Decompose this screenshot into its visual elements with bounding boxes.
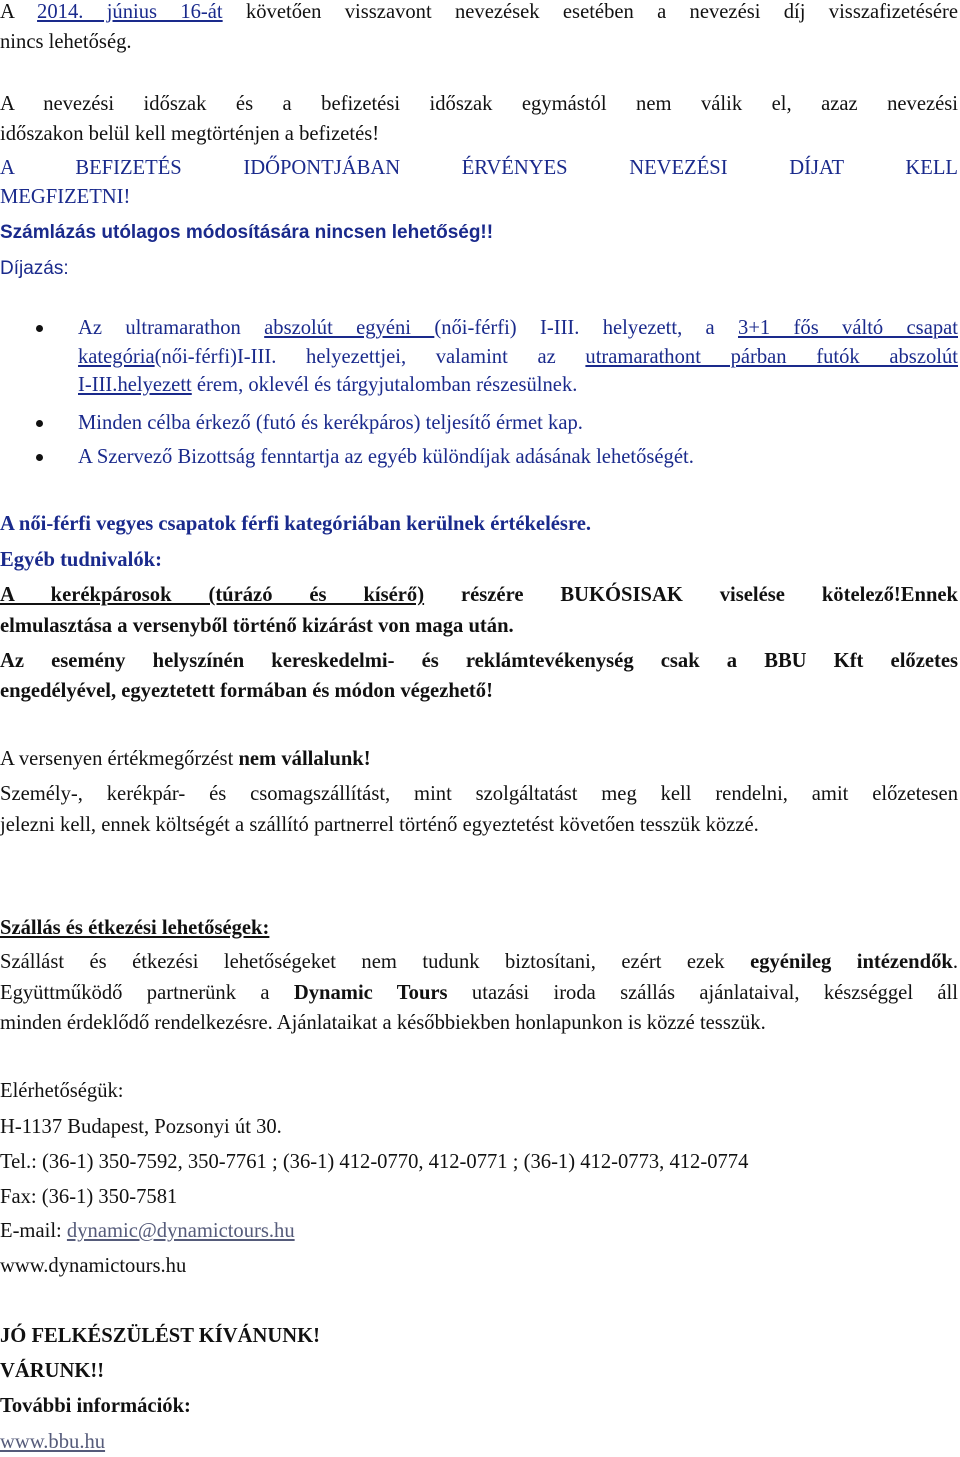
closing-wait: VÁRUNK!!	[0, 1360, 105, 1382]
accommodation-line-1	[0, 947, 958, 977]
text-fragment: követően visszavont nevezések esetében a nevezési díj visszafizetésére	[222, 1, 958, 23]
contact-email-line	[0, 1216, 295, 1246]
fee-warning-line-2: MEGFIZETNI!	[0, 186, 131, 208]
more-info-label: További információk:	[0, 1395, 191, 1417]
transport-note-line-2: jelezni kell, ennek költségét a szállító partnerrel történő egyeztetést követően tesszük közzé.	[0, 814, 759, 836]
prize-bullet-2: Minden célba érkező (futó és kerékpáros) teljesítő érmet kap.	[78, 412, 583, 434]
invoice-notice: Számlázás utólagos módosítására nincsen lehetőség!!	[0, 222, 494, 243]
text-fragment: (női-férfi) I-III. helyezett, a	[434, 317, 739, 339]
contact-address: H-1137 Budapest, Pozsonyi út 30.	[0, 1116, 282, 1138]
text-fragment: Együttműködő partnerünk a	[0, 982, 294, 1004]
text-fragment: I-III.helyezett	[78, 374, 192, 396]
bbu-website-link[interactable]: www.bbu.hu	[0, 1431, 106, 1453]
text-fragment: Az ultramarathon	[78, 317, 265, 339]
other-info-label: Egyéb tudnivalók:	[0, 549, 162, 571]
transport-note-line-1: Személy-, kerékpár- és csomagszállítást, mint szolgáltatást meg kell rendelni, amit előzetesen	[0, 783, 958, 805]
contact-fax: Fax: (36-1) 350-7581	[0, 1186, 178, 1208]
text-fragment: nem vállalunk!	[238, 748, 371, 770]
text-fragment: kategória	[78, 346, 155, 368]
payment-period-line-1: A nevezési időszak és a befizetési időszak egymástól nem válik el, azaz nevezési	[0, 93, 958, 115]
helmet-rule-line-2: elmulasztása a versenyből történő kizárást von maga után.	[0, 615, 514, 637]
bullet-icon	[36, 420, 43, 427]
text-fragment: A	[0, 1, 38, 23]
text-fragment: A kerékpárosok (túrázó és kísérő)	[0, 584, 425, 606]
email-link[interactable]: dynamic@dynamictours.hu	[66, 1220, 295, 1242]
text-fragment: érem, oklevél és tárgyjutalomban részesülnek.	[191, 374, 578, 396]
contact-phone: Tel.: (36-1) 350-7592, 350-7761 ; (36-1) 412-0770, 412-0771 ; (36-1) 412-0773, 412-0774	[0, 1151, 749, 1173]
refund-notice-line-1	[0, 0, 958, 27]
prizes-label: Díjazás:	[0, 258, 69, 279]
mixed-teams-note: A női-férfi vegyes csapatok férfi kategóriában kerülnek értékelésre.	[0, 513, 592, 535]
refund-notice-line-2: nincs lehetőség.	[0, 31, 132, 53]
prize-bullet-3: A Szervező Bizottság fenntartja az egyéb különdíjak adásának lehetőségét.	[78, 446, 694, 468]
text-fragment: 3+1 fős váltó csapat	[738, 317, 958, 339]
deadline-date: 2014. június 16-át	[37, 1, 223, 23]
helmet-rule-line-1	[0, 580, 958, 610]
accommodation-line-3: minden érdeklődő rendelkezésre. Ajánlataikat a későbbiekben honlapunkon is közzé tesszük.	[0, 1012, 766, 1034]
text-fragment: egyénileg intézendők	[750, 951, 953, 973]
contact-website: www.dynamictours.hu	[0, 1255, 187, 1277]
commerce-rule-line-1: Az esemény helyszínén kereskedelmi- és reklámtevékenység csak a BBU Kft előzetes	[0, 650, 958, 672]
text-fragment: Szállást és étkezési lehetőségeket nem tudunk biztosítani, ezért ezek	[0, 951, 751, 973]
prize-bullet-1-line-1	[78, 313, 958, 343]
bullet-icon	[36, 454, 43, 461]
text-fragment: .	[952, 951, 958, 973]
text-fragment: utazási iroda szállás ajánlataival, készséggel áll	[447, 982, 958, 1004]
text-fragment: A versenyen értékmegőrzést	[0, 748, 239, 770]
accommodation-line-2	[0, 978, 958, 1008]
text-fragment: részére BUKÓSISAK viselése kötelező!Ennek	[424, 584, 958, 606]
commerce-rule-line-2: engedélyével, egyeztetett formában és módon végezhető!	[0, 680, 493, 702]
accommodation-heading: Szállás és étkezési lehetőségek:	[0, 917, 270, 939]
prize-bullet-1-line-3	[78, 370, 577, 400]
email-label: E-mail:	[0, 1220, 67, 1242]
prize-bullet-1-line-2	[78, 342, 958, 372]
storage-note	[0, 744, 371, 774]
contact-label: Elérhetőségük:	[0, 1080, 124, 1102]
text-fragment: utramarathont párban futók abszolút	[585, 346, 959, 368]
payment-period-line-2: időszakon belül kell megtörténjen a befizetés!	[0, 123, 380, 145]
bullet-icon	[36, 325, 43, 332]
fee-warning-line-1: A BEFIZETÉS IDŐPONTJÁBAN ÉRVÉNYES NEVEZÉSI DÍJAT KELL	[0, 157, 958, 179]
text-fragment: (női-férfi)I-III. helyezettjei, valamint az	[154, 346, 586, 368]
closing-wish: JÓ FELKÉSZÜLÉST KÍVÁNUNK!	[0, 1325, 321, 1347]
text-fragment: abszolút egyéni	[264, 317, 435, 339]
text-fragment: Dynamic Tours	[293, 982, 448, 1004]
